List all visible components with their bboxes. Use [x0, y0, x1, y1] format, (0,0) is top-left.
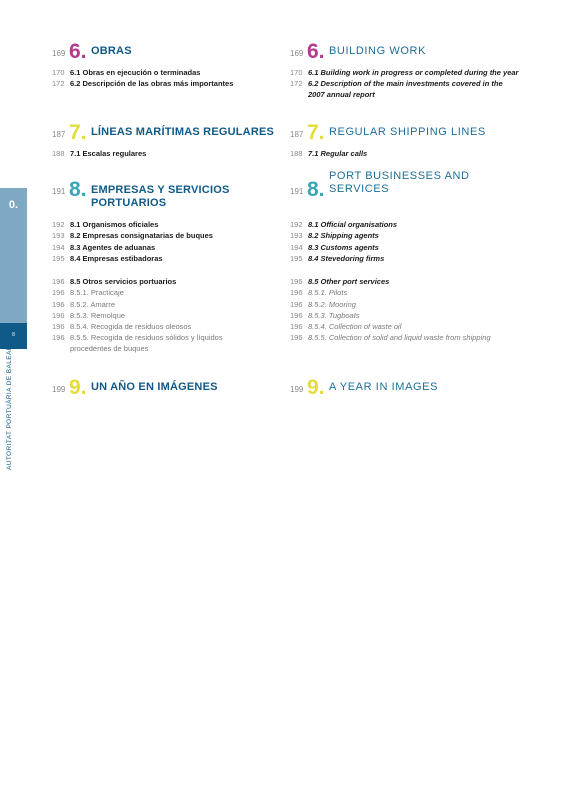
toc-item: 192 8.1 Organismos oficiales	[52, 220, 159, 229]
chapter-title: A YEAR IN IMAGES	[329, 381, 439, 393]
toc-chapter-8	[52, 178, 282, 209]
toc-item: 194 8.3 Customs agents	[290, 242, 379, 252]
vertical-publisher-title	[6, 340, 13, 470]
toc-item: 193 8.2 Empresas consignatarias de buques	[52, 231, 213, 241]
toc-chapter-7	[52, 121, 282, 144]
toc-subitem: 196 8.5.1. Pilots	[290, 288, 348, 298]
chapter-number: 8.	[69, 178, 87, 201]
chapter-title: REGULAR SHIPPING LINES	[329, 126, 486, 138]
chapter-title: PORT BUSINESSES AND SERVICES	[329, 170, 470, 195]
toc-subitem: 196 8.5.2. Amarre	[52, 299, 116, 309]
toc-subitem: 196 8.5.5. Recogida de residuos sólidos y líquidos procedentes de buques	[52, 333, 223, 354]
chapter-page-number: 187	[290, 130, 304, 139]
toc-items-7	[290, 148, 530, 159]
chapter-page-number: 199	[290, 385, 304, 394]
toc-item: 196 8.5 Otros servicios portuarios	[52, 277, 177, 286]
page-number: 8	[12, 332, 15, 338]
toc-subitem: 196 8.5.5. Collection of solid and liquid waste from shipping	[290, 333, 491, 343]
toc-chapter-6	[52, 40, 282, 63]
chapter-title: UN AÑO EN IMÁGENES	[91, 381, 218, 393]
chapter-page-number: 169	[52, 49, 66, 58]
toc-item: 172 6.2 Descripción de las obras más importantes	[52, 79, 234, 89]
chapter-title: EMPRESAS Y SERVICIOS PORTUARIOS	[91, 184, 230, 209]
toc-items-8	[290, 219, 530, 264]
chapter-number: 6.	[307, 40, 325, 63]
toc-chapter-9	[290, 376, 530, 399]
chapter-number: 7.	[307, 121, 325, 144]
chapter-number: 9.	[307, 376, 325, 399]
toc-items-7	[52, 148, 282, 159]
toc-item: 194 8.3 Agentes de aduanas	[52, 242, 156, 252]
toc-chapter-8	[290, 170, 530, 201]
toc-subitem: 196 8.5.3. Tugboats	[290, 310, 360, 320]
toc-item: 170 6.1 Building work in progress or completed during the year	[290, 68, 519, 77]
chapter-page-number: 169	[290, 49, 304, 58]
toc-items-8-5	[290, 276, 530, 344]
toc-items-8	[52, 219, 282, 264]
toc-item: 196 8.5 Other port services	[290, 277, 390, 286]
toc-subitem: 196 8.5.4. Collection of waste oil	[290, 322, 402, 332]
toc-item: 172 6.2 Description of the main investments covered in the 2007 annual report	[290, 79, 503, 100]
chapter-tab	[0, 188, 27, 323]
chapter-number: 8.	[307, 178, 325, 201]
chapter-page-number: 187	[52, 130, 66, 139]
toc-subitem: 196 8.5.1. Practicaje	[52, 288, 124, 298]
page-number-tab	[0, 323, 27, 349]
chapter-title: LÍNEAS MARÍTIMAS REGULARES	[91, 126, 275, 138]
chapter-number: 7.	[69, 121, 87, 144]
chapter-title: OBRAS	[91, 45, 132, 57]
toc-subitem: 196 8.5.2. Mooring	[290, 299, 356, 309]
toc-subitem: 196 8.5.4. Recogida de residuos oleosos	[52, 322, 192, 332]
chapter-title: BUILDING WORK	[329, 45, 427, 57]
publisher-name: AUTORITAT PORTUÀRIA DE BALEARS	[6, 340, 13, 470]
toc-item: 192 8.1 Official organisations	[290, 220, 398, 229]
toc-items-8-5	[52, 276, 282, 355]
chapter-number: 6.	[69, 40, 87, 63]
toc-item: 195 8.4 Empresas estibadoras	[52, 253, 163, 263]
chapter-marker: 0.	[8, 199, 19, 211]
toc-item: 188 7.1 Regular calls	[290, 149, 368, 158]
chapter-page-number: 191	[290, 187, 304, 196]
toc-items-6	[52, 67, 282, 90]
toc-item: 188 7.1 Escalas regulares	[52, 149, 147, 158]
toc-item: 170 6.1 Obras en ejecución o terminadas	[52, 68, 201, 77]
toc-chapter-6	[290, 40, 530, 63]
chapter-number: 9.	[69, 376, 87, 399]
toc-item: 193 8.2 Shipping agents	[290, 231, 379, 241]
toc-chapter-7	[290, 121, 530, 144]
chapter-page-number: 199	[52, 385, 66, 394]
toc-subitem: 196 8.5.3. Remolque	[52, 310, 126, 320]
chapter-page-number: 191	[52, 187, 66, 196]
toc-item: 195 8.4 Stevedoring firms	[290, 253, 385, 263]
toc-chapter-9	[52, 376, 282, 399]
toc-items-6	[290, 67, 530, 101]
